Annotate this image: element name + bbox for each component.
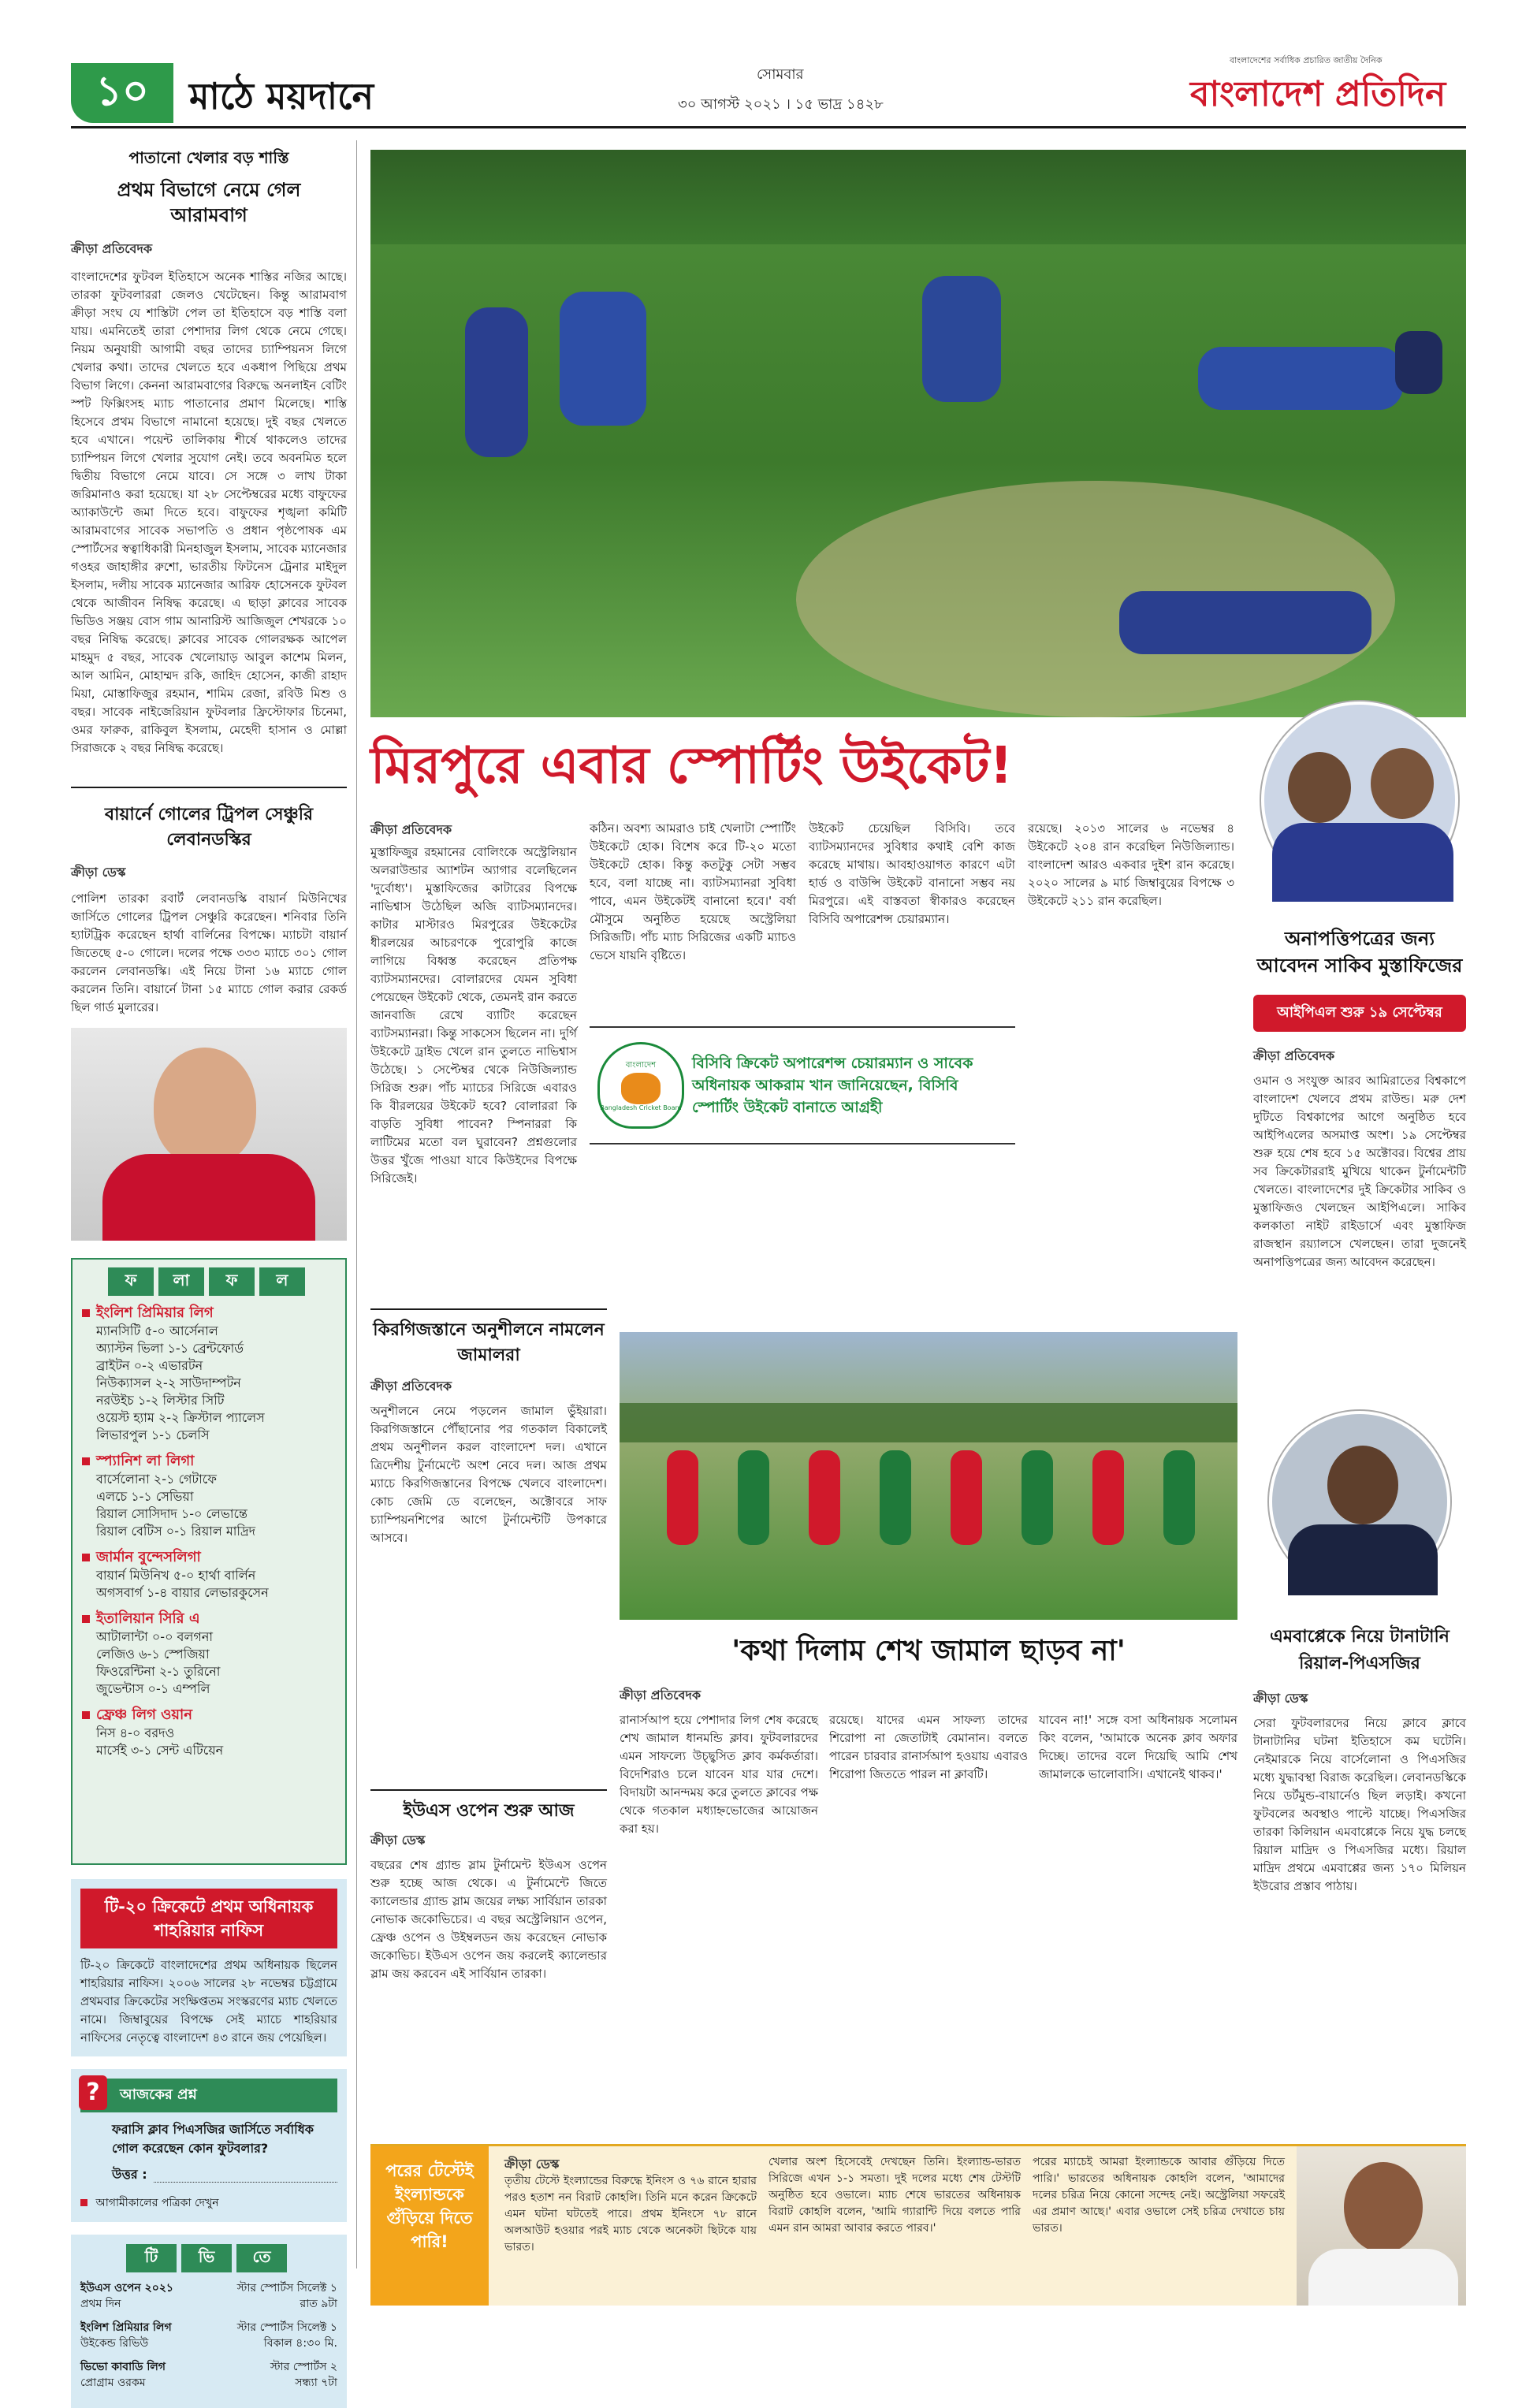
story-headline: বায়ার্নে গোলের ট্রিপল সেঞ্চুরি লেবানডস্কির	[104, 805, 314, 850]
quiz-title-text: আজকের প্রশ্ন	[120, 2086, 197, 2103]
bullet-icon	[82, 1309, 90, 1317]
lead-story	[370, 820, 1237, 1293]
tv-event-name: ইংলিশ প্রিমিয়ার লিগ	[80, 2321, 172, 2334]
league-title: ইংলিশ প্রিমিয়ার লিগ	[96, 1304, 214, 1321]
league-name	[82, 1452, 336, 1471]
mbappe-photo	[1269, 1411, 1450, 1592]
tv-event-name: ইউএস ওপেন ২০২১	[80, 2282, 174, 2294]
match-result: আটালান্টা ০-০ বলগনা	[96, 1629, 214, 1644]
results-tab: ফ	[108, 1267, 154, 1296]
lead-col1: মুস্তাফিজুর রহমানের বোলিংকে অস্ট্রেলিয়ান অলরাউন্ডার অ্যাশটন অ্যাগার বলেছিলেন 'দুর্বোধ্য'। মুস্তাফিজের কাটারের বিপক্ষে নাভিশ্বাস উঠেছিল অজি ব্যাটসম্যানদের। কাটার মাস্টারও মিরপুরের উইকেটের ধীরলয়ের আচরণকে পুরোপুরি কাজে লাগিয়ে বিধ্বস্ত করেছেন প্রতিপক্ষ ব্যাটসম্যানদের। বোলারদের যেমন সুবিধা পেয়েছেন উইকেট থেকে, তেমনই রান করতে জানবাজি রেখে ব্যাটিং করেছেন ব্যাটসম্যানরা। কিন্তু সাকসেস ছিলেন না। দুর্গি উইকেটে ঢ্রাইভ খেলে রান তুলতে নাভিশ্বাস উঠেছে। ১ সেপ্টেম্বর থেকে নিউজিল্যান্ড সিরিজ শুরু। পাঁচ ম্যাচের সিরিজে এবারও কি বীরলয়ের উইকেট হবে? বোলাররা কি বাড়তি সুবিধা পাবেন? স্পিনাররা কি লাটিমের মতো বল ঘুরাবেন? প্রশ্নগুলোর উত্তর খুঁজে পাওয়া যাবে কিউইদের বিপক্ষে সিরিজেই।	[370, 845, 577, 1185]
match-result: এলচে ১-১ সেভিয়া	[96, 1489, 194, 1504]
results-tab: ফ	[209, 1267, 255, 1296]
tv-event-name: ভিভো কাবাডি লিগ	[80, 2361, 166, 2373]
shakib-headline: অনাপত্তিপত্রের জন্য আবেদন সাকিব মুস্তাফিজের	[1256, 928, 1463, 977]
tv-tab: টি	[126, 2244, 177, 2272]
tv-tab: ভি	[181, 2244, 232, 2272]
quiz-answer-label: উত্তর :	[112, 2167, 147, 2182]
tv-tab: তে	[236, 2244, 287, 2272]
tv-tabs	[80, 2244, 337, 2272]
lewandowski-photo	[71, 1028, 347, 1241]
team-training-photo	[620, 1332, 1237, 1620]
page-number-badge	[71, 63, 173, 123]
tv-time: বিকাল ৪:৩০ মি.	[263, 2337, 337, 2350]
kohli-photo	[1297, 2146, 1466, 2306]
match-result: ম্যানসিটি ৫-০ আর্সেনাল	[96, 1323, 218, 1338]
kohli-col2: খেলার অংশ হিসেবেই দেখছেন তিনি। ইংল্যান্ড-ভারত সিরিজে এখন ১-১ সমতা। দুই দলের মধ্যে শেষ টেস্টটি অনুষ্ঠিত হবে ওভালে। ম্যাচ শেষে ভারতের অধিনায়ক বিরাট কোহলি বলেন, 'আমি গ্যারান্টি দিয়ে বলতে পারি এমন রান আমরা আবার করতে পারব।'	[768, 2156, 1021, 2235]
kohli-col1: তৃতীয় টেস্টে ইংল্যান্ডের বিরুদ্ধে ইনিংস ও ৭৬ রানে হারার পরও হতাশ নন বিরাট কোহলি। তিনি মনে করেন ক্রিকেটে এমন ঘটনা ঘটতেই পারে। প্রথম ইনিংসে ৭৮ রানে অলআউট হওয়ার পরই ম্যাচ থেকে অনেকটা ছিটকে যায় ভারত।	[504, 2175, 757, 2254]
mbappe-byline: ক্রীড়া ডেস্ক	[1253, 1691, 1308, 1706]
results-tabs	[82, 1267, 336, 1296]
page-number: ১০	[95, 67, 149, 115]
mbappe-body: সেরা ফুটবলারদের নিয়ে ক্লাবে ক্লাবে টানাটানির ঘটনা ইতিহাসে কম ঘটেনি। নেইমারকে নিয়ে বার্সেলোনা ও পিএসজির মধ্যে যুদ্ধাবস্থা বিরাজ করেছিল। লেবানডস্কিকে নিয়ে ডর্টমুন্ড-বায়ার্নেও ছিল লড়াই। কখনো ফুটবলের অবস্থাও পাল্টে যাচ্ছে। পিএসজির তারকা কিলিয়ান এমবাপ্পেকে নিয়ে যুদ্ধ চলছে রিয়াল মাদ্রিদ ও পিএসজির মধ্যে। রিয়াল মাদ্রিদ প্রথমে এমবাপ্পের জন্য ১৭০ মিলিয়ন ইউরোর প্রস্তাব পাঠায়।	[1253, 1716, 1466, 1893]
page-header	[0, 0, 1537, 138]
header-rule	[71, 126, 1466, 128]
lead-col4: রয়েছে। ২০১৩ সালের ৬ নভেম্বর ৪ উইকেটে ২০৪ রান করেছিল নিউজিল্যান্ড। বাংলাদেশ আরও একবার দুইশ রান করেছে। ২০২০ সালের ৯ মার্চ জিম্বাবুয়ের বিপক্ষে ৩ উইকেটে ২১১ রান করেছিল।	[1028, 821, 1234, 908]
league-block	[82, 1304, 336, 1444]
league-title: ইতালিয়ান সিরি এ	[96, 1610, 200, 1627]
column-rule	[356, 140, 357, 2268]
pull-quote-box	[590, 1026, 1015, 1144]
tv-box	[71, 2235, 347, 2408]
tv-event	[80, 2280, 173, 2312]
story-byline: ক্রীড়া প্রতিবেদক	[71, 241, 153, 256]
tv-row	[80, 2359, 337, 2391]
question-mark-icon: ?	[79, 2075, 107, 2110]
usopen-byline: ক্রীড়া ডেস্ক	[370, 1833, 426, 1848]
t20-body: টি-২০ ক্রিকেটে বাংলাদেশের প্রথম অধিনায়ক ছিলেন শাহরিয়ার নাফিস। ২০০৬ সালের ২৮ নভেম্বর চট্টগ্রামে প্রথমবার ক্রিকেটের সংক্ষিপ্ততম সংস্করণের ম্যাচ খেলতে নামে। জিম্বাবুয়ের বিপক্ষে সেই ম্যাচে শাহরিয়ার নাফিসের নেতৃত্বে বাংলাদেশ ৪৩ রানে জয় পেয়েছিল।	[80, 1958, 337, 2045]
tv-schedule	[237, 2280, 337, 2312]
match-result: বার্সেলোনা ২-১ গেটাফে	[96, 1472, 217, 1487]
results-box	[71, 1258, 347, 1865]
left-column	[71, 140, 347, 2389]
bullet-icon	[82, 1711, 90, 1719]
divider	[370, 1308, 607, 1310]
kyrgyz-body: অনুশীলনে নেমে পড়লেন জামাল ভুঁইয়ারা। কিরগিজস্তানে পৌঁছানোর পর গতকাল বিকালেই প্রথম অনুশীলন করল বাংলাদেশ দল। এখানে ত্রিদেশীয় টুর্নামেন্টে অংশ নেবে দল। আজ প্রথম ম্যাচে কিরগিজস্তানের বিপক্ষে খেলবে বাংলাদেশ। কোচ জেমি ডে বলেছেন, অক্টোবরে সাফ চ্যাম্পিয়নশিপের আগে টুর্নামেন্টটি উপকারে আসবে।	[370, 1404, 607, 1545]
section-title: মাঠে ময়দানে	[189, 75, 374, 117]
jamal-col2: রয়েছে। যাদের এমন সাফল্য তাদের শিরোপা না জেতাটাই বেমানান। বলতে পারেন চারবার রানার্সআপ হওয়ায় এবারও শিরোপা জিততে পারল না ক্লাবটি।	[829, 1713, 1028, 1781]
match-result: নিউক্যাসল ২-২ সাউদাম্পটন	[96, 1375, 241, 1390]
match-result: নিস ৪-০ বরদও	[96, 1725, 175, 1740]
kyrgyz-headline: কিরগিজস্তানে অনুশীলনে নামলেন জামালরা	[373, 1320, 605, 1365]
usopen-headline: ইউএস ওপেন শুরু আজ	[403, 1801, 575, 1821]
story-lewandowski	[71, 802, 347, 1241]
jamal-story	[620, 1632, 1237, 2058]
usopen-body: বছরের শেষ গ্র্যান্ড স্লাম টুর্নামেন্ট ইউএস ওপেন শুরু হচ্ছে আজ থেকে। এ টুর্নামেন্টে জিতে ক্যালেন্ডার গ্র্যান্ড স্লাম জয়ের লক্ষ্য সার্বিয়ান তারকা নোভাক জকোভিচের। এ বছর অস্ট্রেলিয়ান ওপেন, ফ্রেঞ্চ ওপেন ও উইম্বলডন জয় করেছেন নোভাক জকোভিচ। ইউএস ওপেন জয় করলেই ক্যালেন্ডার স্লাম জয় করবেন এই সার্বিয়ান তারকা।	[370, 1858, 607, 1981]
tv-row	[80, 2320, 337, 2351]
tv-list	[80, 2280, 337, 2391]
match-result: ফিওরেন্টিনা ২-১ তুরিনো	[96, 1664, 221, 1679]
masthead-logo: বাংলাদেশ প্রতিদিন	[1190, 74, 1446, 114]
story-kicker: পাতানো খেলার বড় শাস্তি	[128, 148, 289, 167]
bullet-icon	[80, 2199, 87, 2206]
tv-event	[80, 2320, 172, 2351]
story-byline: ক্রীড়া ডেস্ক	[71, 865, 126, 880]
story-arambag	[71, 147, 347, 772]
league-name	[82, 1548, 336, 1567]
league-block	[82, 1452, 336, 1540]
tv-event-sub: প্রোগ্রাম ওরকম	[80, 2376, 146, 2389]
t20-box	[71, 1879, 347, 2056]
league-block	[82, 1548, 336, 1602]
kohli-col3: পরের ম্যাচেই আমরা ইংল্যান্ডকে আবার গুঁড়িয়ে দিতে পারি।' ভারতের অধিনায়ক কোহলি বলেন, 'আমাদের দলের চরিত্র নিয়ে কোনো সন্দেহ নেই। অস্ট্রেলিয়া সফরেই এর প্রমাণ আছে।' এবার ওভালে সেই চরিত্র দেখাতে চায় ভারত।	[1033, 2156, 1285, 2235]
kohli-story	[370, 2144, 1466, 2306]
lead-col3: উইকেট চেয়েছিল বিসিবি। তবে ব্যাটসম্যানদের সুবিধার কথাই বেশি কাজ করেছে মাথায়। আবহাওয়াগত কারণে এটা হার্ড ও বাউন্সি উইকেট বানানো সম্ভব নয় মিরপুরে। এই বাস্তবতা স্বীকারও করেছেন বিসিবি অপারেশন্স চেয়ারম্যান।	[809, 821, 1015, 926]
usopen-story	[370, 1789, 607, 2140]
t20-headline: টি-২০ ক্রিকেটে প্রথম অধিনায়ক শাহরিয়ার নাফিস	[80, 1889, 337, 1948]
issue-day: সোমবার	[757, 66, 804, 83]
shakib-body: ওমান ও সংযুক্ত আরব আমিরাতের বিশ্বকাপে বাংলাদেশ খেলবে প্রথম রাউন্ড। মরু দেশ দুটিতে বিশ্বকাপের আগে অনুষ্ঠিত হবে আইপিএলের অসমাপ্ত অংশ। ১৯ সেপ্টেম্বর শুরু হয়ে শেষ হবে ১৫ অক্টোবর। বিশ্বের প্রায় সব ক্রিকেটাররাই মুখিয়ে থাকেন টুর্নামেন্টটি খেলতে। বাংলাদেশের দুই ক্রিকেটার সাকিব ও মুস্তাফিজও খেলছেন আইপিএলে। সাকিব কলকাতা নাইট রাইডার্সে এবং মুস্তাফিজ রাজস্থান রয়্যালসে খেলছেন। তারা দুজনেই অনাপত্তিপত্রের জন্য আবেদন করেছেন।	[1253, 1074, 1466, 1269]
league-title: ফ্রেঞ্চ লিগ ওয়ান	[96, 1706, 192, 1723]
results-tab: ল	[259, 1267, 305, 1296]
shakib-mustafiz-photo	[1261, 702, 1458, 899]
match-result: বায়ার্ন মিউনিখ ৫-০ হার্থা বার্লিন	[96, 1568, 256, 1583]
match-result: অ্যাস্টন ভিলা ১-১ ব্রেন্টফোর্ড	[96, 1341, 244, 1356]
tv-event	[80, 2359, 166, 2391]
match-result: রিয়াল বেটিস ০-১ রিয়াল মাদ্রিদ	[96, 1524, 256, 1539]
match-result: জুভেন্টাস ০-১ এম্পলি	[96, 1681, 210, 1696]
kyrgyz-byline: ক্রীড়া প্রতিবেদক	[370, 1379, 452, 1394]
bullet-icon	[82, 1615, 90, 1623]
bcb-logo-title: বাংলাদেশ	[625, 1061, 657, 1070]
story-body: পোলিশ তারকা রবার্ট লেবানডস্কি বায়ার্ন মিউনিখের জার্সিতে গোলের ট্রিপল সেঞ্চুরি করেছেন। শনিবার তিনি হ্যাটট্রিক করেছেন হার্থা বার্লিনের বিপক্ষে। ম্যাচটা বায়ার্ন জিতেছে ৫-০ গোলে। দলের পক্ষে ৩৩৩ ম্যাচে ৩০১ গোল করলেন লেবানডস্কি। এই নিয়ে টানা ১৬ ম্যাচে গোল করলেন তিনি। বায়ার্নে টানা ১৫ ম্যাচে গোল করার রেকর্ড ছিল গার্ড মুলারের।	[71, 891, 347, 1014]
quiz-answer-line[interactable]	[154, 2168, 337, 2183]
lead-col2: কঠিন। অবশ্য আমরাও চাই খেলাটা স্পোর্টিং উইকেটে হোক। বিশেষ করে টি-২০ মতো উইকেটে হোক। কিন্তু কতটুকু সেটা সম্ভব হবে, বলা যাচ্ছে না। ব্যাটসম্যানরা সুবিধা পাবে, এমন উইকেটই বানানো হবে।' বর্ষা মৌসুমে অনুষ্ঠিত হয়েছে অস্ট্রেলিয়া সিরিজটি। পাঁচ ম্যাচ সিরিজের একটি ম্যাচও ভেসে যায়নি বৃষ্টিতে।	[590, 821, 796, 962]
match-result: লেজিও ৬-১ স্পেজিয়া	[96, 1647, 210, 1662]
league-name	[82, 1304, 336, 1323]
match-result: অগসবার্গ ১-৪ বায়ার লেভারকুসেন	[96, 1585, 269, 1600]
bullet-icon	[82, 1457, 90, 1465]
ipl-tag: আইপিএল শুরু ১৯ সেপ্টেম্বর	[1253, 995, 1466, 1032]
lead-byline: ক্রীড়া প্রতিবেদক	[370, 822, 452, 837]
match-result: লিভারপুল ১-১ চেলসি	[96, 1427, 210, 1442]
kohli-byline: ক্রীড়া ডেস্ক	[504, 2157, 560, 2172]
tv-channel: স্টার স্পোর্টস সিলেক্ট ১	[236, 2321, 337, 2334]
quiz-title	[80, 2079, 337, 2112]
jamal-byline: ক্রীড়া প্রতিবেদক	[620, 1688, 702, 1703]
league-block	[82, 1610, 336, 1698]
match-result: ওয়েস্ট হ্যাম ২-২ ক্রিস্টাল প্যালেস	[96, 1410, 265, 1425]
jamal-col1: রানার্সআপ হয়ে পেশাদার লিগ শেষ করেছে শেখ জামাল ধানমন্ডি ক্লাব। ফুটবলারদের এমন সাফল্যে উচ্ছ্বসিত ক্লাব কর্মকর্তারা। বিদেশিরাও চলে যাবেন যার যার দেশে। বিদায়টা আনন্দময় করে তুলতে ক্লাবের পক্ষ থেকে গতকাল মধ্যাহ্নভোজের আয়োজন করা হয়।	[620, 1713, 818, 1836]
match-result: ব্রাইটন ০-২ এভারটন	[96, 1358, 203, 1373]
quiz-question: ফরাসি ক্লাব পিএসজির জার্সিতে সর্বাধিক গোল করেছেন কোন ফুটবলার?	[112, 2122, 314, 2156]
quiz-box	[71, 2069, 347, 2222]
tv-time: সন্ধ্যা ৭টা	[295, 2376, 337, 2389]
league-name	[82, 1610, 336, 1628]
match-result: মার্সেই ৩-১ সেন্ট এটিয়েন	[96, 1743, 224, 1758]
results-tab: লা	[158, 1267, 204, 1296]
jamal-headline: 'কথা দিলাম শেখ জামাল ছাড়ব না'	[731, 1635, 1126, 1667]
tv-event-sub: প্রথম দিন	[80, 2298, 121, 2310]
league-title: জার্মান বুন্দেসলিগা	[96, 1549, 201, 1565]
tv-event-sub: উইকেন্ড রিভিউ	[80, 2337, 149, 2350]
match-result: রিয়াল সোসিদাদ ১-০ লেভান্তে	[96, 1506, 247, 1521]
tv-time: রাত ৯টা	[300, 2298, 337, 2310]
league-name	[82, 1706, 336, 1725]
training-photo	[370, 150, 1466, 717]
issue-date: ৩০ আগস্ট ২০২১ । ১৫ ভাদ্র ১৪২৮	[678, 96, 884, 113]
masthead-tagline: বাংলাদেশের সর্বাধিক প্রচারিত জাতীয় দৈনিক	[1230, 55, 1383, 65]
tv-channel: স্টার স্পোর্টস ২	[270, 2361, 337, 2373]
results-list	[82, 1304, 336, 1759]
tv-schedule	[237, 2320, 337, 2351]
quiz-answer-row	[80, 2164, 337, 2186]
story-body: বাংলাদেশের ফুটবল ইতিহাসে অনেক শাস্তির নজির আছে। তারকা ফুটবলাররা জেলও খেটেছেন। কিন্তু আরামবাগ ক্রীড়া সংঘ যে শাস্তিটা পেল তা ইতিহাসে বড় শাস্তি বলা যায়। এমনিতেই তারা পেশাদার লিগ থেকে নেমে গেছে। নিয়ম অনুযায়ী আগামী বছর তাদের চ্যাম্পিয়নস লিগে খেলার কথা। তাদের খেলতে হবে একধাপ পিছিয়ে প্রথম বিভাগ লিগে। কেননা আরামবাগের বিরুদ্ধে অনলাইন বেটিং স্পট ফিক্সিংসহ ম্যাচ পাতানোর প্রমাণ মিলেছে। শাস্তি হিসেবে প্রথম বিভাগে নামানো হয়েছে। দুই বছর খেলতে হবে এখানে। পয়েন্ট তালিকায় শীর্ষে থাকলেও তাদের চ্যাম্পিয়ন লিগে খেলার সুযোগ নেই। তবে অবনমিত হলে দ্বিতীয় বিভাগে নেমে যাবে। সে সঙ্গে ৩ লাখ টাকা জরিমানাও করা হয়েছে। যা ২৮ সেপ্টেম্বরের মধ্যে বাফুফের অ্যাকাউন্টে জমা দিতে হবে। বাফুফের শৃঙ্খলা কমিটি আরামবাগের সাবেক সভাপতি ও প্রধান পৃষ্ঠপোষক এম স্পোর্টসের স্বত্বাধিকারী মিনহাজুল ইসলাম, সাবেক ম্যানেজার গওহর জাহাঙ্গীর রুশো, ভারতীয় ফিটনেস ট্রেনার মাইদুল ইসলাম, দলীয় সাবেক ম্যানেজার আরিফ হোসেনকে ফুটবল থেকে আজীবন নিষিদ্ধ করেছে। এ ছাড়া ক্লাবের সাবেক ভিডিও সঞ্জয় বোস গাম আনারিস্ট আজিজুল শেখরকে ১০ বছর নিষিদ্ধ করেছে। ক্লাবের সাবেক গোলরক্ষক আপেল মাহমুদ ৫ বছর, সাবেক খেলোয়াড় আবুল কাশেম মিলন, আল আমিন, মোহাম্মদ রকি, জাহিদ হোসেন, কাজী রাহাদ মিয়া, মোস্তাফিজুর রহমান, শামিম রেজা, রবিউ মিশু ও বছর। সাবেক নাইজেরিয়ান ফুটবলার ফ্রিস্টোফার চিনেমা, ওমর ফারুক, রাকিবুল ইসলাম, মেহেদী হাসান ও মোল্লা সিরাজকে ২ বছর নিষিদ্ধ করেছে।	[71, 270, 347, 755]
kohli-callout: পরের টেস্টেই ইংল্যান্ডকে গুঁড়িয়ে দিতে পারি!	[370, 2146, 489, 2306]
shakib-story	[1253, 702, 1466, 1427]
tv-row	[80, 2280, 337, 2312]
shakib-byline: ক্রীড়া প্রতিবেদক	[1253, 1048, 1335, 1063]
league-block	[82, 1706, 336, 1759]
league-title: স্প্যানিশ লা লিগা	[96, 1453, 195, 1469]
bcb-logo-label: Bangladesh Cricket Board	[600, 1104, 682, 1111]
lead-headline: মিরপুরে এবার স্পোর্টিং উইকেট!	[370, 737, 1013, 795]
story-headline: প্রথম বিভাগে নেমে গেল আরামবাগ	[117, 179, 301, 226]
kyrgyz-story	[370, 1308, 607, 1812]
mbappe-headline: এমবাপ্পেকে নিয়ে টানাটানি রিয়াল-পিএসজির	[1270, 1627, 1450, 1673]
divider	[370, 1789, 607, 1791]
quiz-footer-text: আগামীকালের পত্রিকা দেখুন	[95, 2197, 219, 2209]
bcb-logo	[597, 1042, 684, 1129]
tiger-icon	[621, 1073, 661, 1104]
match-result: নরউইচ ১-২ লিস্টার সিটি	[96, 1393, 225, 1408]
lead-col2-cont	[590, 1155, 796, 1269]
bullet-icon	[82, 1554, 90, 1561]
mbappe-story	[1253, 1411, 1466, 2085]
tv-channel: স্টার স্পোর্টস সিলেক্ট ১	[236, 2282, 337, 2294]
pull-quote: বিসিবি ক্রিকেট অপারেশন্স চেয়ারম্যান ও সাবেক অধিনায়ক আকরাম খান জানিয়েছেন, বিসিবি স্পোর্টিং উইকেট বানাতে আগ্রহী	[692, 1055, 973, 1116]
quiz-footer	[80, 2194, 337, 2213]
jamal-col3: যাবেন না!' সঙ্গে বসা অধিনায়ক সলোমন কিং বলেন, 'আমাকে অনেক ক্লাব অফার দিচ্ছে। তাদের বলে দিয়েছি আমি শেখ জামালকে ভালোবাসি। এখানেই থাকব।'	[1039, 1713, 1237, 1781]
tv-schedule	[270, 2359, 337, 2391]
divider	[71, 787, 347, 788]
